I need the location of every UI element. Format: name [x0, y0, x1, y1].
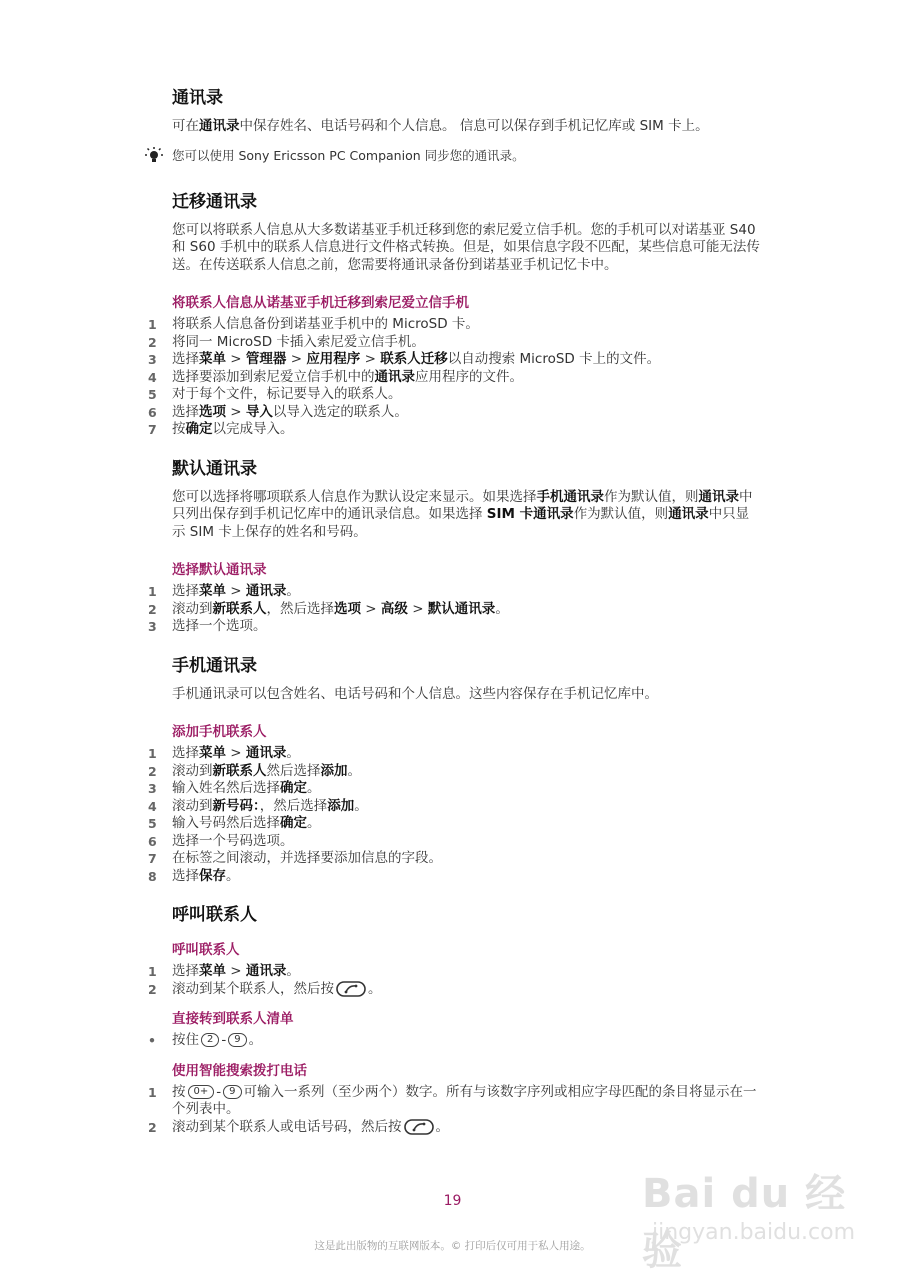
step-text: 。	[307, 780, 321, 796]
step-item	[148, 980, 762, 999]
bold-term: 通讯录	[374, 368, 415, 385]
page-number: 19	[443, 1193, 462, 1209]
bold-term: 通讯录	[245, 963, 287, 979]
step-text: >	[361, 600, 381, 617]
step-text: 然后选择	[266, 762, 321, 779]
step-number: 4	[148, 369, 157, 385]
bold-term: 确定	[280, 815, 307, 831]
default-body	[172, 489, 762, 542]
step-item	[148, 421, 762, 439]
goto-steps	[148, 1032, 762, 1050]
step-item	[148, 333, 762, 352]
subheading-call-contact: 呼叫联系人	[172, 942, 240, 958]
step-item	[148, 316, 762, 334]
call-steps	[148, 963, 762, 998]
step-text: 输入号码然后选择	[172, 815, 280, 831]
step-text: 输入姓名然后选择	[172, 780, 280, 796]
step-text: >	[226, 351, 246, 367]
step-text: >	[226, 583, 246, 599]
step-text: 滚动到某个联系人或电话号码，然后按	[172, 1118, 402, 1135]
step-text: -	[221, 1032, 227, 1048]
step-item	[148, 600, 762, 619]
bold-term: 菜单	[199, 963, 226, 979]
step-item	[148, 618, 762, 636]
step-text: 按	[172, 1083, 186, 1100]
step-text: 滚动到	[172, 762, 213, 779]
step-text: >	[286, 351, 307, 367]
footer-note: 这是此出版物的互联网版本。© 打印后仅可用于私人用途。	[314, 1240, 591, 1252]
step-text: -	[216, 1083, 222, 1100]
step-text: 。	[354, 797, 368, 814]
step-number: 5	[148, 816, 157, 831]
step-item	[148, 351, 762, 369]
step-number: 6	[148, 833, 157, 849]
step-item	[148, 850, 762, 868]
step-text: >	[360, 351, 381, 367]
bold-term: 通讯录	[199, 118, 240, 134]
bold-term: 新联系人	[212, 762, 267, 779]
step-item	[148, 745, 762, 763]
text: 可在	[172, 118, 199, 134]
subheading-default: 选择默认通讯录	[172, 562, 267, 578]
step-text: 以完成导入。	[212, 421, 294, 437]
step-item	[148, 832, 762, 851]
bold-term: 通讯录	[668, 506, 709, 522]
contacts-intro	[172, 118, 762, 136]
bold-term: 通讯录	[245, 583, 287, 599]
phone-steps	[148, 745, 762, 885]
section-title-call: 呼叫联系人	[172, 905, 257, 925]
step-text: 应用程序的文件。	[415, 368, 523, 385]
key-0-icon: 0+	[188, 1085, 215, 1099]
bold-term: 导入	[245, 403, 273, 420]
bold-term: 菜单	[199, 583, 226, 599]
step-item	[148, 815, 762, 833]
key-9-icon: 9	[228, 1033, 246, 1047]
step-number: 1	[148, 746, 157, 761]
watermark-url: jingyan.baidu.com	[652, 1220, 856, 1245]
step-number: 7	[148, 851, 157, 866]
subheading-smart-search: 使用智能搜索拨打电话	[172, 1062, 307, 1079]
text: 您可以选择将哪项联系人信息作为默认设定来显示。如果选择	[172, 488, 537, 505]
call-key-icon	[404, 1119, 434, 1135]
bold-term: 添加	[320, 762, 348, 779]
watermark-logo: Bai du 经验	[642, 1171, 847, 1274]
section-title-default: 默认通讯录	[172, 458, 257, 479]
step-text: 。	[495, 600, 509, 617]
step-number: 3	[148, 781, 157, 796]
step-text: ，然后选择	[259, 797, 328, 814]
section-title-contacts: 通讯录	[172, 88, 223, 108]
step-number: 2	[148, 334, 157, 350]
step-item	[148, 867, 762, 886]
sub-smart-search	[148, 1062, 762, 1137]
step-text: 选择	[172, 745, 199, 761]
migrate-body: 您可以将联系人信息从大多数诺基亚手机迁移到您的索尼爱立信手机。您的手机可以对诺基亚 S40 和 S60 手机中的联系人信息进行文件格式转换。但是，如果信息字段不匹配，某些信息可能无法传送。在传送联系人信息之前，您需要将通讯录备份到诺基亚手机记忆卡中。	[172, 221, 760, 273]
bullet-item	[148, 1032, 762, 1050]
step-item	[148, 403, 762, 422]
section-contacts	[172, 86, 762, 164]
sub-goto-list	[148, 1010, 762, 1050]
step-text: 。	[368, 980, 382, 997]
bold-term: 保存	[199, 867, 226, 884]
step-text: 选择一个号码选项。	[172, 832, 294, 849]
step-item	[148, 797, 762, 816]
bold-term: 选项	[199, 403, 226, 420]
text: 作为默认值，则	[604, 488, 699, 505]
smart-steps	[148, 1083, 762, 1137]
step-number: 3	[148, 619, 157, 634]
bold-term: 管理器	[245, 351, 287, 367]
step-text: 可输入一系列（至少两个）数字。所有与该数字序列或相应字母匹配的条目将显示在一个列表中。	[172, 1083, 757, 1117]
step-text: 滚动到	[172, 600, 213, 617]
bold-term: 新号码：	[212, 797, 260, 814]
bold-term: 通讯录	[698, 488, 739, 505]
step-text: 滚动到某个联系人，然后按	[172, 980, 334, 997]
step-text: >	[407, 600, 428, 617]
step-text: 选择一个选项。	[172, 618, 267, 634]
step-text: 选择	[172, 403, 199, 420]
step-item	[148, 963, 762, 981]
step-number: 8	[148, 868, 157, 884]
bold-term: 应用程序	[306, 351, 361, 367]
step-text: 将联系人信息备份到诺基亚手机中的 MicroSD 卡。	[172, 316, 479, 332]
subheading-migrate: 将联系人信息从诺基亚手机迁移到索尼爱立信手机	[172, 295, 469, 311]
step-text: 将同一 MicroSD 卡插入索尼爱立信手机。	[172, 333, 425, 350]
content-column	[148, 86, 762, 1154]
step-number: 3	[148, 352, 157, 367]
step-number: 2	[148, 1119, 157, 1135]
step-number: 2	[148, 763, 157, 779]
step-item	[148, 583, 762, 601]
bold-term: 通讯录	[245, 745, 287, 761]
section-title-migrate: 迁移通讯录	[172, 191, 257, 212]
text: 中只列出保存到手机记忆库中的通讯录信息。如果选择	[172, 488, 753, 522]
section-title-phone: 手机通讯录	[172, 655, 257, 676]
step-number: 2	[148, 981, 157, 997]
step-number: 4	[148, 798, 157, 814]
section-phone	[148, 654, 762, 886]
step-text: ，然后选择	[266, 600, 334, 617]
section-migrate	[148, 190, 762, 439]
step-number: 1	[148, 964, 157, 979]
step-text: >	[226, 745, 246, 761]
lightbulb-icon	[144, 146, 164, 166]
bold-term: 手机通讯录	[536, 488, 604, 505]
step-text: 。	[435, 1118, 449, 1135]
subheading-goto-list: 直接转到联系人清单	[172, 1011, 294, 1027]
bold-term: 菜单	[199, 745, 226, 761]
step-item	[148, 1083, 762, 1119]
step-number: 2	[148, 601, 157, 617]
step-text: 在标签之间滚动，并选择要添加信息的字段。	[172, 850, 442, 866]
step-text: 。	[248, 1032, 263, 1048]
step-number: 7	[148, 422, 157, 437]
tip-text: 您可以使用 Sony Ericsson PC Companion 同步您的通讯录。	[172, 147, 525, 163]
bold-term: 选项	[334, 600, 361, 617]
bold-term: 新联系人	[212, 600, 267, 617]
key-2-icon: 2	[201, 1033, 219, 1047]
section-default	[148, 457, 762, 636]
step-item	[148, 1118, 762, 1137]
step-text: 。	[347, 762, 361, 779]
step-number: 5	[148, 387, 157, 402]
step-text: 选择	[172, 867, 199, 884]
step-item	[148, 780, 762, 798]
step-text: 以自动搜索 MicroSD 卡上的文件。	[447, 351, 661, 367]
sub-call-contact	[148, 941, 762, 998]
subheading-phone: 添加手机联系人	[172, 724, 267, 740]
step-text: 以导入选定的联系人。	[272, 403, 408, 420]
migrate-steps	[148, 316, 762, 439]
step-text: 选择	[172, 351, 199, 367]
step-number: 6	[148, 404, 157, 420]
step-text: 。	[226, 867, 240, 884]
bold-term: SIM 卡通讯录	[486, 506, 574, 522]
bold-term: 确定	[280, 780, 307, 796]
step-item	[148, 386, 762, 404]
step-number: 1	[148, 317, 157, 332]
bold-term: 菜单	[199, 351, 226, 367]
step-item	[148, 368, 762, 387]
bold-term: 默认通讯录	[427, 600, 496, 617]
bold-term: 添加	[327, 797, 355, 814]
call-key-icon	[336, 981, 366, 997]
step-item	[148, 762, 762, 781]
text: 作为默认值，则	[573, 506, 669, 522]
bullet: •	[148, 1033, 156, 1048]
step-text: 滚动到	[172, 797, 213, 814]
step-text: 。	[307, 815, 321, 831]
text: 中保存姓名、电话号码和个人信息。 信息可以保存到手机记忆库或 SIM 卡上。	[239, 118, 709, 134]
default-steps	[148, 583, 762, 636]
step-text: >	[226, 963, 246, 979]
bold-term: 确定	[185, 421, 213, 437]
phone-body: 手机通讯录可以包含姓名、电话号码和个人信息。这些内容保存在手机记忆库中。	[172, 685, 658, 702]
step-text: 对于每个文件，标记要导入的联系人。	[172, 386, 402, 402]
step-text: >	[226, 403, 246, 420]
step-text: 。	[286, 963, 300, 979]
section-call	[148, 903, 762, 1136]
step-number: 1	[148, 1084, 157, 1100]
step-text: 选择	[172, 963, 199, 979]
step-number: 1	[148, 584, 157, 599]
bold-term: 联系人迁移	[380, 351, 448, 367]
key-9-icon: 9	[223, 1085, 241, 1099]
tip-note	[172, 148, 762, 164]
step-text: 选择	[172, 583, 199, 599]
step-text: 按住	[172, 1032, 199, 1048]
text: 中只显示 SIM 卡上保存的姓名和号码。	[172, 506, 750, 540]
bold-term: 高级	[380, 600, 408, 617]
step-text: 。	[286, 745, 300, 761]
step-text: 按	[172, 421, 186, 437]
step-text: 选择要添加到索尼爱立信手机中的	[172, 368, 375, 385]
step-text: 。	[286, 583, 300, 599]
